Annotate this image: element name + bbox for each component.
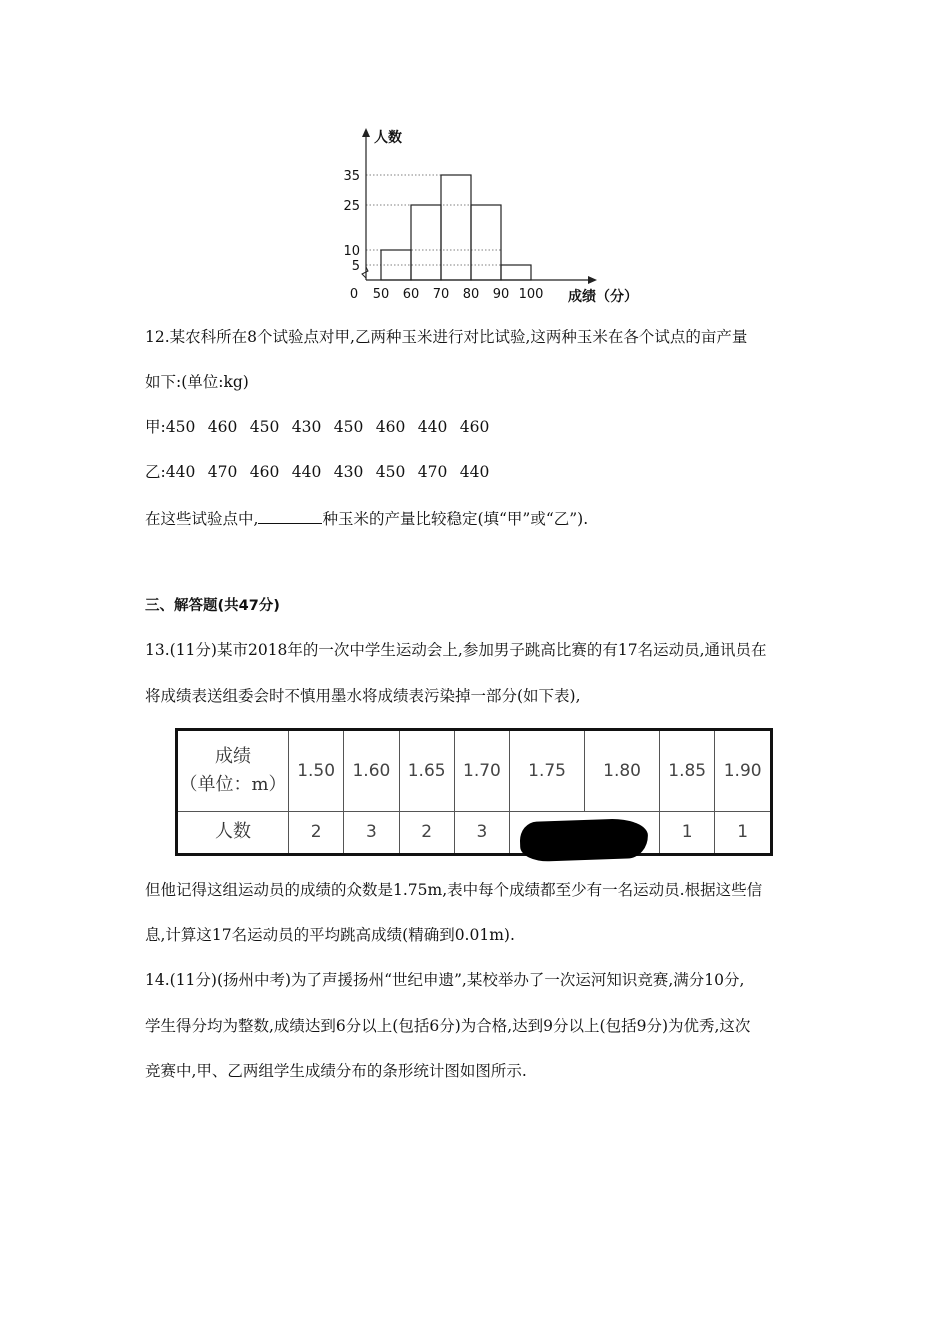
q13-line1: 13.(11分)某市2018年的一次中学生运动会上,参加男子跳高比赛的有17名运动员,通讯员在 [145, 641, 767, 659]
count-cell: 1 [660, 811, 715, 854]
count-cell: 1 [715, 811, 772, 854]
x-tick-label: 100 [518, 287, 544, 302]
q12-row-a-value: 450 [249, 418, 280, 436]
score-cell: 1.80 [585, 730, 660, 812]
y-tick-label: 35 [343, 169, 360, 184]
score-table-header [177, 730, 289, 812]
histogram-bar [411, 205, 441, 280]
q12-row-b-value: 470 [417, 463, 448, 481]
q12-fill-before: 在这些试验点中, [145, 510, 259, 528]
q12-row-a-value: 440 [417, 418, 448, 436]
origin-label: 0 [349, 287, 359, 302]
q13-line2: 将成绩表送组委会时不慎用墨水将成绩表污染掉一部分(如下表), [145, 687, 581, 705]
q12-row-b-value: 430 [333, 463, 364, 481]
q12-row-a-value: 430 [291, 418, 322, 436]
histogram-bar [501, 265, 531, 280]
q12-answer-blank[interactable] [258, 507, 322, 524]
score-cell: 1.85 [660, 730, 715, 812]
count-cell: 3 [344, 811, 399, 854]
x-tick-label: 50 [372, 287, 390, 302]
q12-row-a [145, 417, 488, 437]
y-axis-title: 人数 [374, 130, 402, 146]
histogram-bar [441, 175, 471, 280]
section-3-title: 三、解答题(共47分) [145, 598, 280, 614]
q12-row-a-value: 450 [165, 418, 196, 436]
q13-line4: 息,计算这17名运动员的平均跳高成绩(精确到0.01m). [145, 926, 515, 944]
axis-break-mark [362, 267, 368, 278]
q12-row-b-value: 470 [207, 463, 238, 481]
score-cell: 1.70 [454, 730, 509, 812]
histogram-bar [471, 205, 501, 280]
q12-row-a-value: 460 [375, 418, 406, 436]
q12-row-b-value: 460 [249, 463, 280, 481]
score-cell: 1.75 [510, 730, 585, 812]
count-cell: 2 [289, 811, 344, 854]
y-axis-arrow [362, 128, 370, 137]
q12-line2: 如下:(单位:kg) [145, 373, 249, 391]
score-histogram [340, 120, 640, 310]
y-tick-label: 10 [343, 244, 360, 259]
score-header-line2: （单位：m） [179, 773, 287, 795]
score-cell: 1.60 [344, 730, 399, 812]
q12-row-b-value: 440 [291, 463, 322, 481]
q12-row-b-value: 450 [375, 463, 406, 481]
q12-fill-in [145, 507, 588, 529]
x-tick-label: 60 [402, 287, 420, 302]
x-tick-label: 70 [432, 287, 450, 302]
q14-line2: 学生得分均为整数,成绩达到6分以上(包括6分)为合格,达到9分以上(包括9分)为优秀,这次 [145, 1017, 751, 1035]
q12-row-a-value: 450 [333, 418, 364, 436]
q12-row-a-label: 甲: [145, 418, 166, 436]
ink-blot [519, 817, 648, 861]
q14-line1: 14.(11分)(扬州中考)为了声援扬州“世纪申遗”,某校举办了一次运河知识竞赛,满分10分, [145, 971, 745, 989]
x-tick-label: 80 [462, 287, 480, 302]
histogram-bar [381, 250, 411, 280]
q12-row-a-value: 460 [207, 418, 238, 436]
score-cell: 1.90 [715, 730, 772, 812]
q12-line1: 12.某农科所在8个试验点对甲,乙两种玉米进行对比试验,这两种玉米在各个试点的亩产量 [145, 328, 748, 346]
q12-row-b [145, 462, 488, 482]
score-table [175, 728, 773, 856]
count-cell: 3 [454, 811, 509, 854]
score-table-row-scores [177, 730, 772, 812]
y-tick-label: 25 [343, 199, 360, 214]
score-table-row-counts [177, 811, 772, 854]
q12-row-b-value: 440 [459, 463, 490, 481]
q12-row-a-value: 460 [459, 418, 490, 436]
x-axis-arrow [588, 276, 597, 284]
count-label: 人数 [177, 811, 289, 854]
y-tick-label: 5 [351, 259, 360, 274]
q13-line3: 但他记得这组运动员的成绩的众数是1.75m,表中每个成绩都至少有一名运动员.根据这些信 [145, 881, 763, 899]
ink-stained-cells [510, 811, 660, 854]
count-cell: 2 [399, 811, 454, 854]
q14-line3: 竞赛中,甲、乙两组学生成绩分布的条形统计图如图所示. [145, 1062, 527, 1080]
score-header-line1: 成绩 [215, 745, 251, 767]
q12-row-b-label: 乙: [145, 463, 166, 481]
q12-row-b-value: 440 [165, 463, 196, 481]
x-tick-label: 90 [492, 287, 510, 302]
score-cell: 1.50 [289, 730, 344, 812]
score-cell: 1.65 [399, 730, 454, 812]
q12-fill-after: 种玉米的产量比较稳定(填“甲”或“乙”). [322, 510, 589, 528]
x-axis-title: 成绩（分） [568, 289, 638, 305]
